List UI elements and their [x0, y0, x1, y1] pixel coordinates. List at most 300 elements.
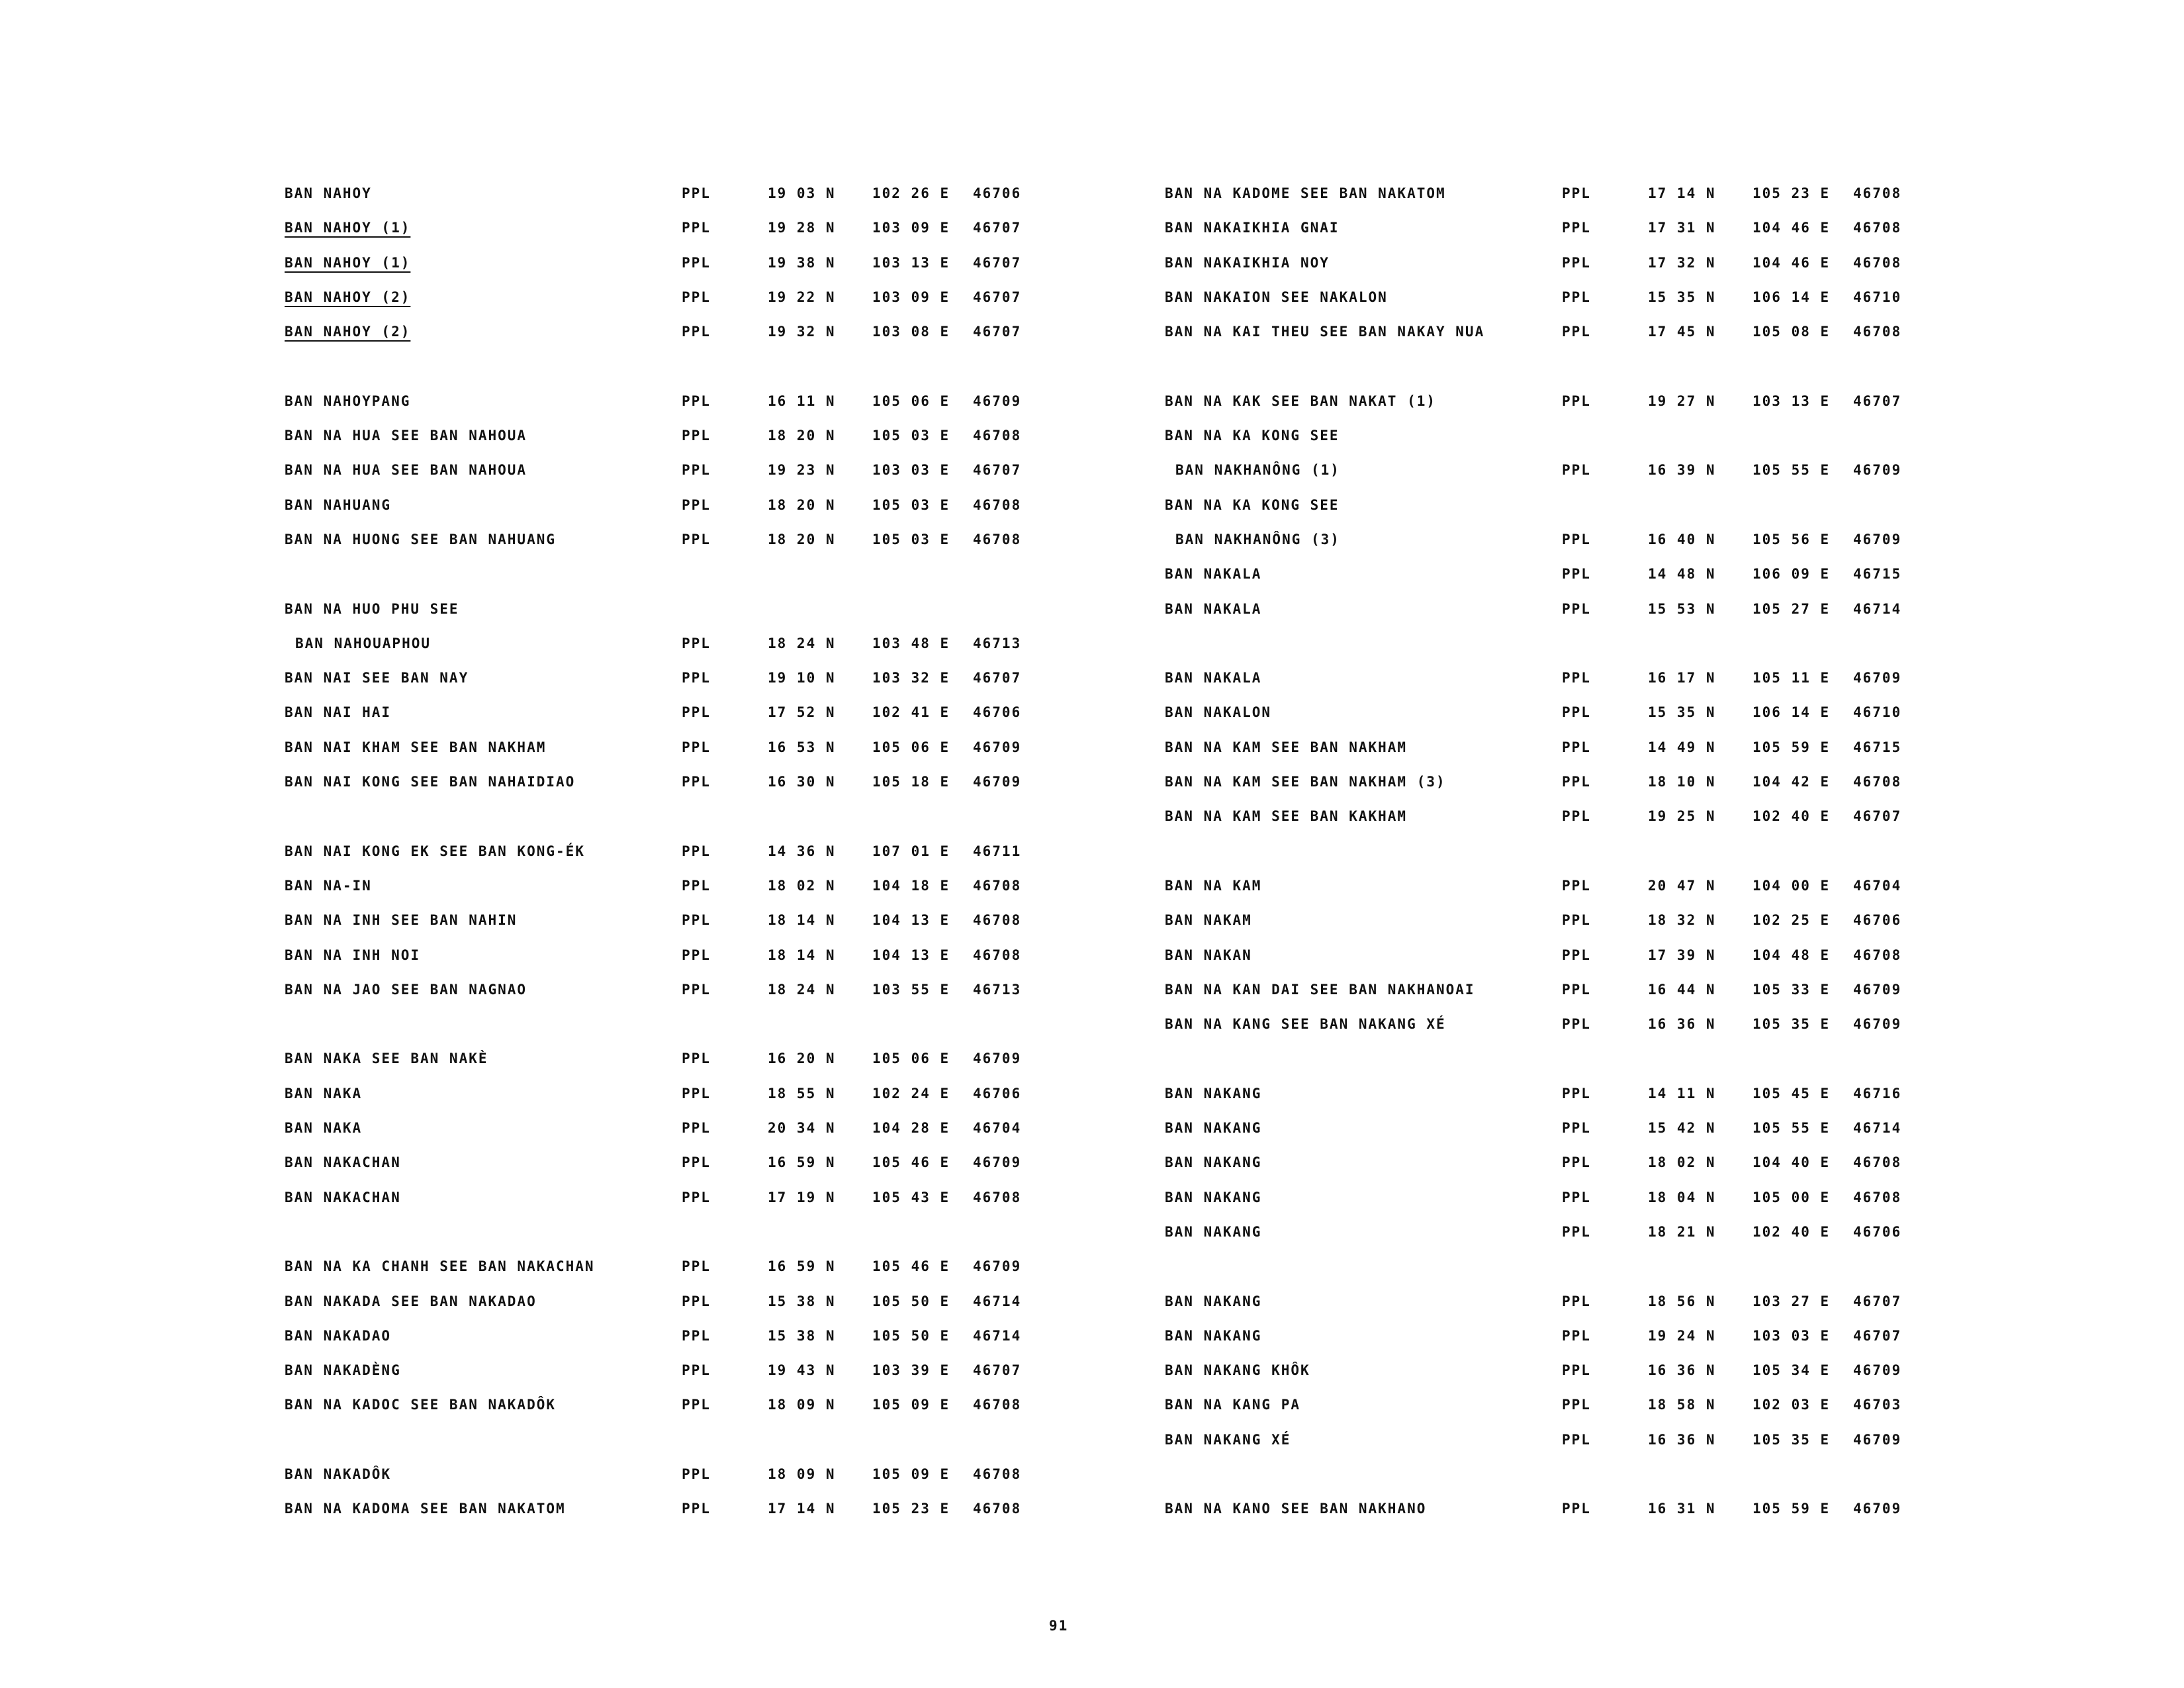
map-sheet-code: 46708 — [973, 1397, 1022, 1413]
longitude: 105 06 E — [872, 393, 950, 409]
feature-class: PPL — [682, 531, 711, 547]
latitude: 16 59 N — [768, 1154, 836, 1171]
place-name: BAN NAHOY (2) — [285, 324, 411, 340]
place-name: BAN NAKADÈNG — [285, 1362, 401, 1379]
feature-class: PPL — [1562, 1501, 1591, 1517]
feature-class: PPL — [682, 220, 711, 236]
latitude: 14 49 N — [1648, 739, 1716, 755]
place-name: BAN NA KANO SEE BAN NAKHANO — [1165, 1501, 1427, 1517]
gazetteer-entry — [285, 982, 1145, 1016]
feature-class: PPL — [682, 1258, 711, 1275]
latitude: 17 19 N — [768, 1189, 836, 1205]
feature-class: PPL — [682, 635, 711, 651]
map-sheet-code: 46709 — [1853, 1016, 1902, 1033]
gazetteer-entry — [285, 1328, 1145, 1362]
longitude: 103 03 E — [872, 462, 950, 479]
latitude: 16 20 N — [768, 1051, 836, 1067]
gazetteer-entry — [1165, 1190, 2025, 1224]
longitude: 105 34 E — [1752, 1362, 1831, 1379]
latitude: 16 44 N — [1648, 981, 1716, 998]
map-sheet-code: 46707 — [1853, 808, 1902, 825]
longitude: 105 46 E — [872, 1258, 950, 1275]
feature-class: PPL — [682, 877, 711, 894]
map-sheet-code: 46714 — [1853, 1120, 1902, 1137]
row-spacer — [285, 1224, 1145, 1258]
map-sheet-code: 46708 — [1853, 774, 1902, 790]
feature-class: PPL — [682, 670, 711, 686]
place-name: BAN NA HUA SEE BAN NAHOUA — [285, 462, 527, 479]
map-sheet-code: 46708 — [1853, 1189, 1902, 1205]
gazetteer-entry — [285, 1258, 1145, 1293]
gazetteer-entry — [1165, 497, 2025, 532]
feature-class: PPL — [682, 912, 711, 929]
feature-class: PPL — [682, 843, 711, 859]
longitude: 105 03 E — [872, 496, 950, 513]
feature-class: PPL — [1562, 947, 1591, 963]
row-spacer — [285, 1432, 1145, 1466]
latitude: 16 36 N — [1648, 1016, 1716, 1033]
feature-class: PPL — [1562, 704, 1591, 721]
longitude: 105 09 E — [872, 1397, 950, 1413]
map-sheet-code: 46706 — [1853, 912, 1902, 929]
longitude: 105 06 E — [872, 739, 950, 755]
longitude: 105 55 E — [1752, 462, 1831, 479]
gazetteer-entry — [285, 462, 1145, 496]
row-spacer — [285, 808, 1145, 843]
map-sheet-code: 46707 — [973, 670, 1022, 686]
longitude: 105 11 E — [1752, 670, 1831, 686]
latitude: 16 31 N — [1648, 1501, 1716, 1517]
map-sheet-code: 46707 — [973, 462, 1022, 479]
latitude: 15 35 N — [1648, 704, 1716, 721]
map-sheet-code: 46708 — [1853, 254, 1902, 271]
place-name: BAN NA HUA SEE BAN NAHOUA — [285, 428, 527, 444]
longitude: 103 03 E — [1752, 1327, 1831, 1344]
map-sheet-code: 46708 — [1853, 1154, 1902, 1171]
gazetteer-entry — [1165, 704, 2025, 739]
feature-class: PPL — [1562, 393, 1591, 409]
feature-class: PPL — [1562, 1223, 1591, 1240]
place-name: BAN NAI HAI — [285, 704, 392, 721]
latitude: 19 24 N — [1648, 1327, 1716, 1344]
longitude: 105 59 E — [1752, 739, 1831, 755]
gazetteer-entry — [285, 601, 1145, 635]
latitude: 18 24 N — [768, 981, 836, 998]
gazetteer-entry — [285, 497, 1145, 532]
latitude: 18 58 N — [1648, 1397, 1716, 1413]
map-sheet-code: 46707 — [973, 1362, 1022, 1379]
longitude: 106 14 E — [1752, 704, 1831, 721]
place-name: BAN NA KA CHANH SEE BAN NAKACHAN — [285, 1258, 595, 1275]
place-name: BAN NA HUO PHU SEE — [285, 600, 459, 617]
map-sheet-code: 46707 — [1853, 1327, 1902, 1344]
map-sheet-code: 46709 — [973, 1051, 1022, 1067]
latitude: 20 34 N — [768, 1120, 836, 1137]
place-name: BAN NA INH NOI — [285, 947, 421, 963]
feature-class: PPL — [682, 1154, 711, 1171]
latitude: 17 52 N — [768, 704, 836, 721]
map-sheet-code: 46709 — [1853, 1431, 1902, 1448]
feature-class: PPL — [682, 324, 711, 340]
gazetteer-entry — [1165, 1397, 2025, 1431]
latitude: 18 14 N — [768, 912, 836, 929]
latitude: 16 40 N — [1648, 531, 1716, 547]
latitude: 15 42 N — [1648, 1120, 1716, 1137]
place-name: BAN NAHOYPANG — [285, 393, 411, 409]
place-name: BAN NAKADA SEE BAN NAKADAO — [285, 1293, 537, 1309]
row-spacer — [1165, 1466, 2025, 1501]
place-name: BAN NAKA — [285, 1085, 363, 1102]
right-gazetteer-column — [1165, 185, 2025, 1536]
feature-class: PPL — [682, 704, 711, 721]
place-name: BAN NAKALON — [1165, 704, 1272, 721]
feature-class: PPL — [1562, 1327, 1591, 1344]
gazetteer-entry — [1165, 462, 2025, 496]
feature-class: PPL — [682, 1189, 711, 1205]
gazetteer-entry — [285, 255, 1145, 289]
feature-class: PPL — [682, 462, 711, 479]
longitude: 105 50 E — [872, 1293, 950, 1309]
longitude: 103 09 E — [872, 289, 950, 305]
gazetteer-entry — [285, 185, 1145, 220]
gazetteer-entry — [1165, 982, 2025, 1016]
longitude: 102 03 E — [1752, 1397, 1831, 1413]
place-name: BAN NAKANG — [1165, 1120, 1262, 1137]
gazetteer-entry — [285, 1120, 1145, 1154]
longitude: 103 13 E — [872, 254, 950, 271]
map-sheet-code: 46706 — [973, 1085, 1022, 1102]
place-name: BAN NAI KHAM SEE BAN NAKHAM — [285, 739, 547, 755]
place-name: BAN NAKAION SEE NAKALON — [1165, 289, 1388, 305]
longitude: 104 13 E — [872, 912, 950, 929]
latitude: 15 35 N — [1648, 289, 1716, 305]
feature-class: PPL — [1562, 289, 1591, 305]
place-name: BAN NAKANG — [1165, 1223, 1262, 1240]
latitude: 18 56 N — [1648, 1293, 1716, 1309]
place-name: BAN NAKA — [285, 1120, 363, 1137]
feature-class: PPL — [682, 496, 711, 513]
longitude: 105 00 E — [1752, 1189, 1831, 1205]
gazetteer-entry — [1165, 1293, 2025, 1328]
latitude: 19 25 N — [1648, 808, 1716, 825]
latitude: 19 32 N — [768, 324, 836, 340]
feature-class: PPL — [1562, 600, 1591, 617]
latitude: 20 47 N — [1648, 877, 1716, 894]
map-sheet-code: 46709 — [973, 393, 1022, 409]
gazetteer-entry — [1165, 1086, 2025, 1120]
feature-class: PPL — [1562, 531, 1591, 547]
map-sheet-code: 46708 — [973, 877, 1022, 894]
feature-class: PPL — [1562, 808, 1591, 825]
map-sheet-code: 46709 — [1853, 531, 1902, 547]
row-spacer — [1165, 1258, 2025, 1293]
longitude: 105 33 E — [1752, 981, 1831, 998]
latitude: 14 36 N — [768, 843, 836, 859]
map-sheet-code: 46714 — [973, 1293, 1022, 1309]
feature-class: PPL — [1562, 185, 1591, 201]
place-name: BAN NAKAIKHIA GNAI — [1165, 220, 1340, 236]
map-sheet-code: 46709 — [1853, 981, 1902, 998]
place-name: BAN NA KAI THEU SEE BAN NAKAY NUA — [1165, 324, 1485, 340]
gazetteer-entry — [1165, 532, 2025, 566]
feature-class: PPL — [1562, 1293, 1591, 1309]
latitude: 18 14 N — [768, 947, 836, 963]
longitude: 105 35 E — [1752, 1431, 1831, 1448]
latitude: 16 59 N — [768, 1258, 836, 1275]
longitude: 105 35 E — [1752, 1016, 1831, 1033]
gazetteer-entry — [285, 1154, 1145, 1189]
longitude: 105 18 E — [872, 774, 950, 790]
gazetteer-entry — [285, 1466, 1145, 1501]
feature-class: PPL — [1562, 1085, 1591, 1102]
row-spacer — [285, 1016, 1145, 1051]
longitude: 105 43 E — [872, 1189, 950, 1205]
place-name: BAN NA KAM SEE BAN NAKHAM (3) — [1165, 774, 1446, 790]
latitude: 19 22 N — [768, 289, 836, 305]
feature-class: PPL — [1562, 1120, 1591, 1137]
map-sheet-code: 46709 — [973, 774, 1022, 790]
latitude: 17 45 N — [1648, 324, 1716, 340]
map-sheet-code: 46710 — [1853, 704, 1902, 721]
map-sheet-code: 46708 — [973, 496, 1022, 513]
latitude: 14 11 N — [1648, 1085, 1716, 1102]
map-sheet-code: 46714 — [1853, 600, 1902, 617]
longitude: 103 13 E — [1752, 393, 1831, 409]
place-name: BAN NAI KONG SEE BAN NAHAIDIAO — [285, 774, 576, 790]
page-number: 91 — [1049, 1618, 1069, 1634]
longitude: 103 48 E — [872, 635, 950, 651]
gazetteer-entry — [1165, 255, 2025, 289]
latitude: 18 20 N — [768, 531, 836, 547]
map-sheet-code: 46708 — [1853, 324, 1902, 340]
map-sheet-code: 46708 — [1853, 220, 1902, 236]
map-sheet-code: 46708 — [973, 428, 1022, 444]
latitude: 15 38 N — [768, 1293, 836, 1309]
latitude: 18 02 N — [1648, 1154, 1716, 1171]
longitude: 105 08 E — [1752, 324, 1831, 340]
longitude: 104 40 E — [1752, 1154, 1831, 1171]
map-sheet-code: 46709 — [973, 1258, 1022, 1275]
map-sheet-code: 46709 — [973, 1154, 1022, 1171]
feature-class: PPL — [1562, 254, 1591, 271]
longitude: 105 27 E — [1752, 600, 1831, 617]
latitude: 19 10 N — [768, 670, 836, 686]
gazetteer-entry — [1165, 1154, 2025, 1189]
place-name: BAN NAI KONG EK SEE BAN KONG-ÉK — [285, 843, 585, 859]
row-spacer — [285, 566, 1145, 600]
longitude: 105 03 E — [872, 428, 950, 444]
place-name: BAN NA HUONG SEE BAN NAHUANG — [285, 531, 557, 547]
gazetteer-entry — [285, 1051, 1145, 1085]
map-sheet-code: 46708 — [973, 947, 1022, 963]
map-sheet-code: 46708 — [973, 531, 1022, 547]
longitude: 103 09 E — [872, 220, 950, 236]
map-sheet-code: 46709 — [1853, 670, 1902, 686]
map-sheet-code: 46707 — [1853, 393, 1902, 409]
latitude: 18 20 N — [768, 496, 836, 513]
map-sheet-code: 46708 — [973, 1466, 1022, 1482]
longitude: 104 42 E — [1752, 774, 1831, 790]
map-sheet-code: 46706 — [973, 185, 1022, 201]
latitude: 19 23 N — [768, 462, 836, 479]
place-name: BAN NA KANG SEE BAN NAKANG XÉ — [1165, 1016, 1446, 1033]
longitude: 103 27 E — [1752, 1293, 1831, 1309]
place-name: BAN NAHOY (2) — [285, 289, 411, 305]
place-name: BAN NAHOY (1) — [285, 254, 411, 271]
gazetteer-entry — [285, 1501, 1145, 1535]
map-sheet-code: 46707 — [973, 289, 1022, 305]
map-sheet-code: 46713 — [973, 981, 1022, 998]
gazetteer-entry — [1165, 220, 2025, 254]
latitude: 19 28 N — [768, 220, 836, 236]
gazetteer-entry — [1165, 601, 2025, 635]
feature-class: PPL — [682, 393, 711, 409]
gazetteer-entry — [285, 393, 1145, 428]
longitude: 105 09 E — [872, 1466, 950, 1482]
feature-class: PPL — [682, 1362, 711, 1379]
map-sheet-code: 46711 — [973, 843, 1022, 859]
left-gazetteer-column — [285, 185, 1145, 1536]
latitude: 18 55 N — [768, 1085, 836, 1102]
map-sheet-code: 46704 — [973, 1120, 1022, 1137]
latitude: 16 17 N — [1648, 670, 1716, 686]
place-name: BAN NA KANG PA — [1165, 1397, 1301, 1413]
latitude: 18 04 N — [1648, 1189, 1716, 1205]
longitude: 102 40 E — [1752, 808, 1831, 825]
gazetteer-entry — [285, 1086, 1145, 1120]
place-name: BAN NAKANG — [1165, 1189, 1262, 1205]
longitude: 105 23 E — [872, 1501, 950, 1517]
feature-class: PPL — [1562, 739, 1591, 755]
latitude: 19 03 N — [768, 185, 836, 201]
map-sheet-code: 46706 — [1853, 1223, 1902, 1240]
longitude: 102 26 E — [872, 185, 950, 201]
latitude: 17 14 N — [768, 1501, 836, 1517]
place-name: BAN NAKAIKHIA NOY — [1165, 254, 1330, 271]
map-sheet-code: 46708 — [973, 1501, 1022, 1517]
gazetteer-entry — [285, 912, 1145, 947]
map-sheet-code: 46707 — [973, 254, 1022, 271]
gazetteer-entry — [285, 774, 1145, 808]
gazetteer-entry — [1165, 185, 2025, 220]
longitude: 104 18 E — [872, 877, 950, 894]
row-spacer — [1165, 358, 2025, 393]
map-sheet-code: 46704 — [1853, 877, 1902, 894]
longitude: 105 50 E — [872, 1327, 950, 1344]
latitude: 14 48 N — [1648, 566, 1716, 583]
gazetteer-entry — [285, 220, 1145, 254]
row-spacer — [285, 358, 1145, 393]
feature-class: PPL — [682, 1501, 711, 1517]
feature-class: PPL — [1562, 1016, 1591, 1033]
place-name: BAN NAHOY — [285, 185, 372, 201]
gazetteer-entry — [1165, 739, 2025, 774]
gazetteer-entry — [1165, 1501, 2025, 1535]
map-sheet-code: 46709 — [1853, 462, 1902, 479]
longitude: 104 13 E — [872, 947, 950, 963]
gazetteer-entry — [285, 289, 1145, 324]
feature-class: PPL — [682, 428, 711, 444]
gazetteer-entry — [285, 843, 1145, 878]
latitude: 19 43 N — [768, 1362, 836, 1379]
place-name: BAN NAKADÔK — [285, 1466, 392, 1482]
map-sheet-code: 46707 — [1853, 1293, 1902, 1309]
gazetteer-entry — [285, 878, 1145, 912]
longitude: 102 40 E — [1752, 1223, 1831, 1240]
map-sheet-code: 46708 — [973, 1189, 1022, 1205]
place-name: BAN NAKANG — [1165, 1293, 1262, 1309]
map-sheet-code: 46708 — [1853, 185, 1902, 201]
map-sheet-code: 46710 — [1853, 289, 1902, 305]
latitude: 16 36 N — [1648, 1431, 1716, 1448]
latitude: 18 20 N — [768, 428, 836, 444]
gazetteer-entry — [1165, 774, 2025, 808]
latitude: 16 30 N — [768, 774, 836, 790]
latitude: 18 21 N — [1648, 1223, 1716, 1240]
feature-class: PPL — [1562, 462, 1591, 479]
feature-class: PPL — [682, 1466, 711, 1482]
feature-class: PPL — [1562, 981, 1591, 998]
latitude: 18 24 N — [768, 635, 836, 651]
longitude: 105 23 E — [1752, 185, 1831, 201]
longitude: 103 55 E — [872, 981, 950, 998]
gazetteer-entry — [1165, 1120, 2025, 1154]
gazetteer-entry — [1165, 1224, 2025, 1258]
map-sheet-code: 46707 — [973, 324, 1022, 340]
feature-class: PPL — [682, 254, 711, 271]
gazetteer-entry — [1165, 428, 2025, 462]
feature-class: PPL — [1562, 1189, 1591, 1205]
latitude: 18 09 N — [768, 1466, 836, 1482]
feature-class: PPL — [1562, 877, 1591, 894]
feature-class: PPL — [682, 1327, 711, 1344]
place-name: BAN NAKAN — [1165, 947, 1252, 963]
place-name: BAN NAI SEE BAN NAY — [285, 670, 469, 686]
latitude: 19 27 N — [1648, 393, 1716, 409]
map-sheet-code: 46715 — [1853, 566, 1902, 583]
place-name: BAN NAKACHAN — [285, 1154, 401, 1171]
map-sheet-code: 46703 — [1853, 1397, 1902, 1413]
place-name: BAN NAKADAO — [285, 1327, 392, 1344]
place-name: BAN NAHUANG — [285, 496, 392, 513]
latitude: 18 10 N — [1648, 774, 1716, 790]
longitude: 104 46 E — [1752, 220, 1831, 236]
place-name: BAN NAKHANÔNG (1) — [1175, 462, 1340, 479]
longitude: 102 24 E — [872, 1085, 950, 1102]
place-name: BAN NA-IN — [285, 877, 372, 894]
gazetteer-entry — [1165, 566, 2025, 600]
feature-class: PPL — [682, 1293, 711, 1309]
place-name: BAN NAKANG — [1165, 1327, 1262, 1344]
place-name: BAN NA KAM — [1165, 877, 1262, 894]
latitude: 16 36 N — [1648, 1362, 1716, 1379]
place-name: BAN NAKALA — [1165, 566, 1262, 583]
feature-class: PPL — [1562, 324, 1591, 340]
feature-class: PPL — [1562, 774, 1591, 790]
map-sheet-code: 46708 — [1853, 947, 1902, 963]
place-name: BAN NA KA KONG SEE — [1165, 496, 1340, 513]
longitude: 106 14 E — [1752, 289, 1831, 305]
gazetteer-entry — [1165, 1016, 2025, 1051]
gazetteer-entry — [285, 635, 1145, 670]
gazetteer-entry — [1165, 289, 2025, 324]
feature-class: PPL — [682, 1085, 711, 1102]
feature-class: PPL — [682, 774, 711, 790]
place-name: BAN NA KAM SEE BAN NAKHAM — [1165, 739, 1408, 755]
feature-class: PPL — [1562, 566, 1591, 583]
place-name: BAN NAKALA — [1165, 670, 1262, 686]
latitude: 19 38 N — [768, 254, 836, 271]
